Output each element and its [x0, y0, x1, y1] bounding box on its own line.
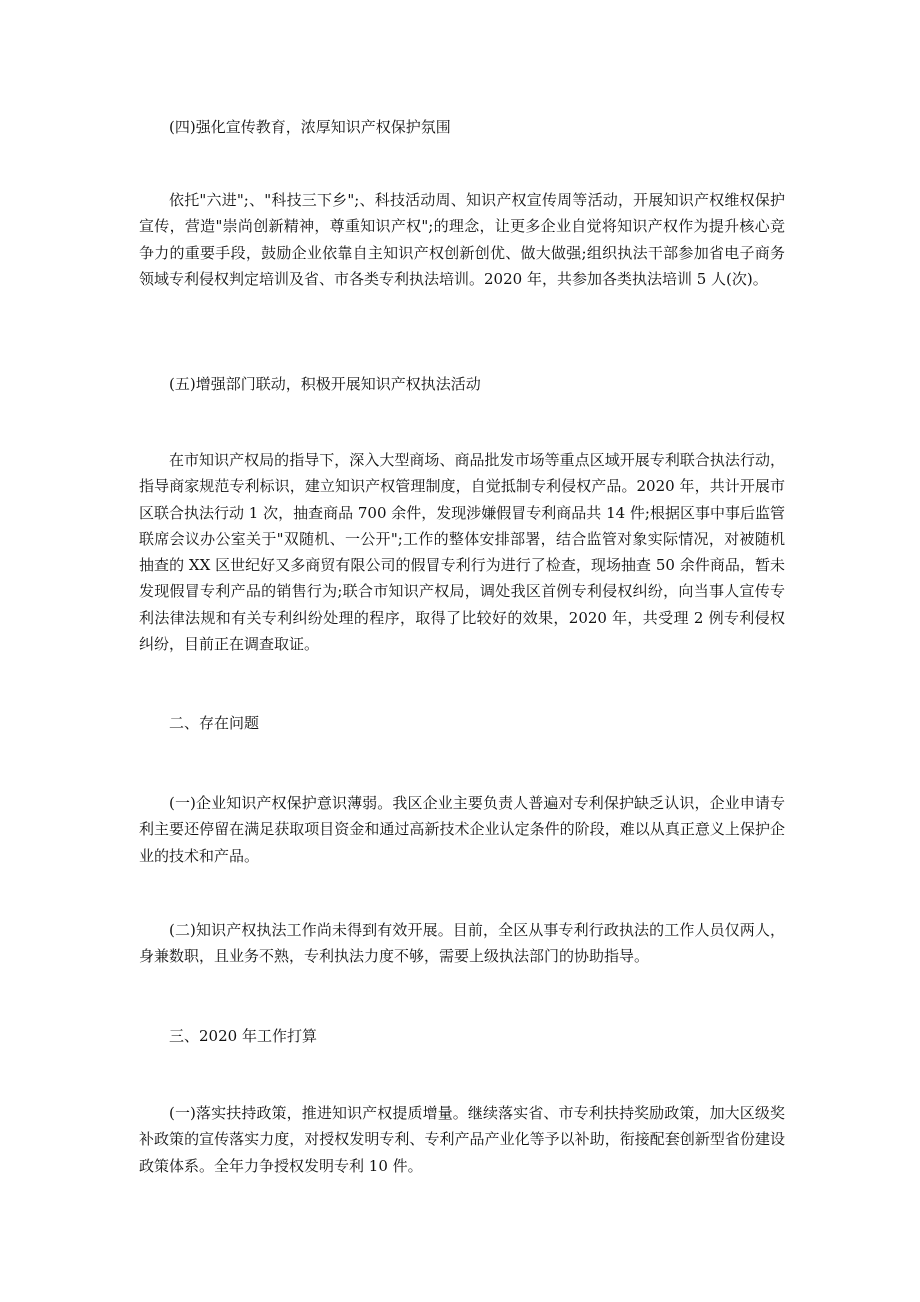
- part-heading-problems: 二、存在问题: [169, 714, 260, 732]
- section-heading-enforcement: (五)增强部门联动，积极开展知识产权执法活动: [169, 375, 481, 393]
- paragraph-plan-policy: (一)落实扶持政策，推进知识产权提质增量。继续落实省、市专利扶持奖励政策，加大区级奖补政策的宣传落实力度，对授权发明专利、专利产品产业化等予以补助，衔接配套创新型省份建设政策体系。全年力争授权发明专利 10 件。: [139, 1104, 785, 1175]
- section-heading-publicity: (四)强化宣传教育，浓厚知识产权保护氛围: [169, 118, 451, 136]
- paragraph-enforcement: 在市知识产权局的指导下，深入大型商场、商品批发市场等重点区域开展专利联合执法行动，指导商家规范专利标识，建立知识产权管理制度，自觉抵制专利侵权产品。2020 年，共计开展市区联合执法行动 1 次，抽查商品 700 余件，发现涉嫌假冒专利商品共 14 件;根据区事中事后监管联席会议办公室关于"双随机、一公开";工作的整体安排部署，结合监管对象实际情况，对被随机抽查的 XX 区世纪好又多商贸有限公司的假冒专利行为进行了检查，现场抽查 50 余件商品，暂未发现假冒专利产品的销售行为;联合市知识产权局，调处我区首例专利侵权纠纷，向当事人宣传专利法律法规和有关专利纠纷处理的程序，取得了比较好的效果，2020 年，共受理 2 例专利侵权纠纷，目前正在调查取证。: [139, 451, 785, 654]
- part-heading-plans: 三、2020 年工作打算: [169, 1027, 317, 1045]
- paragraph-problem-enforcement: (二)知识产权执法工作尚未得到有效开展。目前，全区从事专利行政执法的工作人员仅两人，身兼数职，且业务不熟，专利执法力度不够，需要上级执法部门的协助指导。: [139, 921, 785, 966]
- paragraph-problem-awareness: (一)企业知识产权保护意识薄弱。我区企业主要负责人普遍对专利保护缺乏认识，企业申请专利主要还停留在满足获取项目资金和通过高新技术企业认定条件的阶段，难以从真正意义上保护企业的技术和产品。: [139, 794, 785, 865]
- paragraph-publicity: 依托"六进";、"科技三下乡";、科技活动周、知识产权宣传周等活动，开展知识产权维权保护宣传，营造"崇尚创新精神，尊重知识产权";的理念，让更多企业自觉将知识产权作为提升核心竞争力的重要手段，鼓励企业依靠自主知识产权创新创优、做大做强;组织执法干部参加省电子商务领域专利侵权判定培训及省、市各类专利执法培训。2020 年，共参加各类执法培训 5 人(次)。: [139, 191, 785, 288]
